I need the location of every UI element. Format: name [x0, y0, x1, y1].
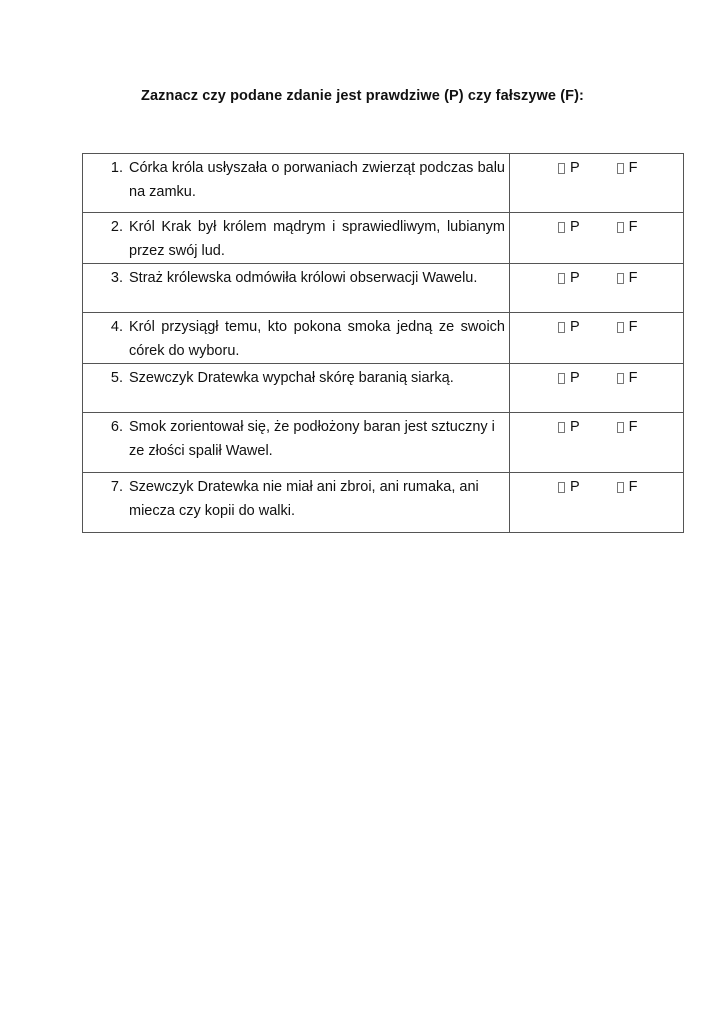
option-true-label: P	[570, 219, 580, 235]
option-false[interactable]	[617, 156, 638, 180]
checkbox-icon[interactable]	[558, 273, 565, 284]
checkbox-icon[interactable]	[558, 482, 565, 493]
true-false-table	[82, 153, 684, 533]
answer-cell	[510, 264, 684, 313]
answer-cell	[510, 313, 684, 364]
statement-text: Córka króla usłyszała o porwaniach zwierząt podczas balu na zamku.	[129, 160, 505, 200]
option-false-label: F	[628, 219, 638, 235]
option-true[interactable]	[558, 266, 580, 290]
option-true-label: P	[570, 370, 580, 386]
option-true[interactable]	[558, 156, 580, 180]
statement-text: Straż królewska odmówiła królowi obserwacji Wawelu.	[129, 270, 478, 286]
option-false-label: F	[628, 479, 638, 495]
checkbox-icon[interactable]	[558, 163, 565, 174]
option-false[interactable]	[617, 215, 638, 239]
checkbox-icon[interactable]	[558, 373, 565, 384]
table-row	[83, 364, 684, 413]
page-title: Zaznacz czy podane zdanie jest prawdziwe (P) czy fałszywe (F):	[141, 88, 584, 104]
checkbox-icon[interactable]	[617, 482, 624, 493]
option-false[interactable]	[617, 366, 638, 390]
option-true-label: P	[570, 479, 580, 495]
answer-cell	[510, 473, 684, 533]
option-true[interactable]	[558, 475, 580, 499]
statement-cell	[83, 213, 510, 264]
answer-cell	[510, 213, 684, 264]
statement-cell	[83, 264, 510, 313]
statement-cell	[83, 154, 510, 213]
statement-cell	[83, 413, 510, 473]
option-true[interactable]	[558, 415, 580, 439]
item-number: 4.	[110, 319, 123, 335]
table-row	[83, 154, 684, 213]
option-false-label: F	[628, 370, 638, 386]
item-number: 7.	[110, 479, 123, 495]
statement-cell	[83, 364, 510, 413]
checkbox-icon[interactable]	[558, 422, 565, 433]
checkbox-icon[interactable]	[617, 222, 624, 233]
option-false-label: F	[628, 319, 638, 335]
checkbox-icon[interactable]	[617, 373, 624, 384]
table-row	[83, 264, 684, 313]
checkbox-icon[interactable]	[617, 273, 624, 284]
option-false[interactable]	[617, 475, 638, 499]
statement-text: Król przysiągł temu, kto pokona smoka jedną ze swoich córek do wyboru.	[129, 319, 505, 359]
statement-text: Król Krak był królem mądrym i sprawiedliwym, lubianym przez swój lud.	[129, 219, 505, 259]
checkbox-icon[interactable]	[617, 163, 624, 174]
option-false-label: F	[628, 160, 638, 176]
option-true-label: P	[570, 419, 580, 435]
answer-cell	[510, 154, 684, 213]
table-row	[83, 213, 684, 264]
answer-cell	[510, 413, 684, 473]
item-number: 6.	[110, 419, 123, 435]
checkbox-icon[interactable]	[558, 322, 565, 333]
statement-text: Szewczyk Dratewka wypchał skórę baranią siarką.	[129, 370, 454, 386]
statement-cell	[83, 313, 510, 364]
table-row	[83, 413, 684, 473]
item-number: 3.	[110, 270, 123, 286]
option-false[interactable]	[617, 415, 638, 439]
answer-cell	[510, 364, 684, 413]
checkbox-icon[interactable]	[617, 322, 624, 333]
item-number: 2.	[110, 219, 123, 235]
option-true-label: P	[570, 160, 580, 176]
option-false-label: F	[628, 270, 638, 286]
option-true[interactable]	[558, 215, 580, 239]
item-number: 5.	[110, 370, 123, 386]
statement-cell	[83, 473, 510, 533]
option-true-label: P	[570, 319, 580, 335]
checkbox-icon[interactable]	[558, 222, 565, 233]
statement-text: Smok zorientował się, że podłożony baran jest sztuczny i ze złości spalił Wawel.	[129, 419, 495, 459]
option-true[interactable]	[558, 366, 580, 390]
option-false[interactable]	[617, 315, 638, 339]
table-row	[83, 473, 684, 533]
checkbox-icon[interactable]	[617, 422, 624, 433]
option-false[interactable]	[617, 266, 638, 290]
option-false-label: F	[628, 419, 638, 435]
table-row	[83, 313, 684, 364]
item-number: 1.	[110, 160, 123, 176]
statement-text: Szewczyk Dratewka nie miał ani zbroi, ani rumaka, ani miecza czy kopii do walki.	[129, 479, 479, 519]
option-true-label: P	[570, 270, 580, 286]
option-true[interactable]	[558, 315, 580, 339]
